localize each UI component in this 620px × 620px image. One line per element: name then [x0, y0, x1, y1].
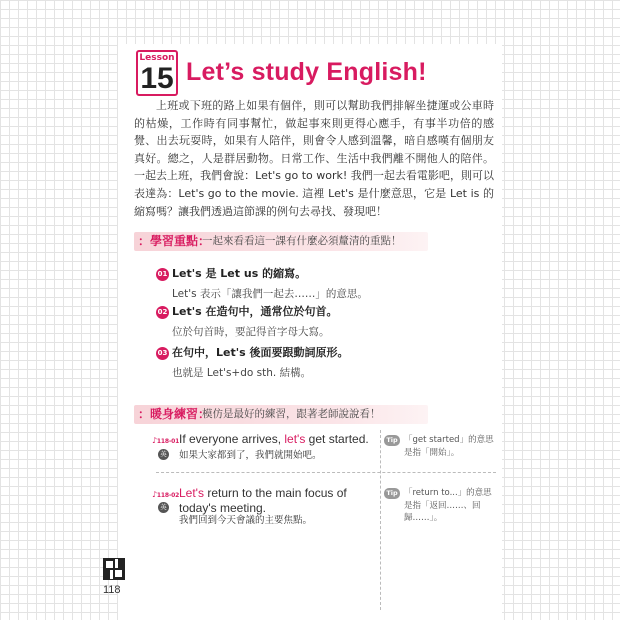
- warmup-section-label: ：暖身練習：: [138, 407, 211, 421]
- tip-badge: Tip: [384, 488, 400, 499]
- point-number-badge: 01: [156, 268, 169, 281]
- chinese-translation: 我們回到今天會議的主要焦點。: [179, 515, 313, 526]
- qr-code-icon[interactable]: [103, 558, 125, 580]
- point-title: 在句中，Let's 後面要跟動詞原形。: [172, 346, 349, 359]
- sentence-highlight: Let's: [179, 486, 204, 500]
- point-description: Let's 表示「讓我們一起去……」的意思。: [172, 288, 368, 300]
- learning-point: [156, 341, 348, 380]
- page-number: 118: [103, 584, 121, 596]
- focus-section-header: [134, 232, 428, 251]
- intro-paragraph: 上班或下班的路上如果有個伴，則可以幫助我們排解坐捷運或公車時的枯燥，工作時有同事幫忙，做起事來則更得心應手，有事半功倍的感覺、出去玩耍時，如果有人陪伴，則會令人感到溫馨，暗自感嘆有個朋友真好。總之，人是群居動物。日常工作、生活中我們離不開他人的陪伴。一起去上班，我們會說：Let's go to work! 我們一起去看電影吧，則可以表達為：Let's go to the movie. 這裡 Let's 是什麼意思，它是 Let is 的縮寫嗎？讓我們透過這節課的例句去尋找、發現吧！: [134, 99, 494, 218]
- sentence-highlight: let's: [284, 432, 306, 446]
- warmup-section-header: [134, 405, 428, 424]
- point-title: Let's 在造句中，通常位於句首。: [172, 305, 338, 318]
- warmup-section-description: 模仿是最好的練習，跟著老師說說看！: [202, 408, 381, 420]
- tip-badge: Tip: [384, 435, 400, 446]
- track-number: 118-01: [156, 438, 180, 445]
- english-badge: 英: [158, 449, 169, 460]
- point-number-badge: 03: [156, 347, 169, 360]
- example-divider: [156, 472, 496, 473]
- english-sentence: [179, 432, 379, 447]
- focus-section-label: ：學習重點：: [138, 234, 211, 248]
- tip-text: 「get started」的意思是指「開始」。: [404, 435, 494, 458]
- point-description: 位於句首時，要記得首字母大寫。: [172, 326, 330, 338]
- point-description: 也就是 Let's+do sth. 結構。: [172, 367, 312, 379]
- sentence-text: If everyone arrives,: [179, 432, 285, 446]
- audio-track-label[interactable]: [152, 436, 179, 445]
- music-note-icon: ♪: [152, 436, 157, 445]
- lesson-title: Let’s study English!: [186, 58, 427, 86]
- lesson-number: 15: [140, 62, 174, 95]
- learning-point: [156, 262, 368, 301]
- english-badge: 英: [158, 502, 169, 513]
- sentence-text: get started.: [305, 432, 369, 446]
- chinese-translation: 如果大家都到了，我們就開始吧。: [179, 450, 322, 461]
- focus-section-description: 一起來看看這一課有什麼必須釐清的重點！: [202, 235, 402, 247]
- column-divider: [380, 430, 381, 610]
- point-number-badge: 02: [156, 306, 169, 319]
- track-number: 118-02: [156, 492, 180, 499]
- learning-point: [156, 300, 337, 339]
- lesson-badge: [136, 50, 178, 96]
- tip-text: 「return to...」的意思是指「返回……、回歸……」。: [404, 488, 492, 523]
- audio-track-label[interactable]: [152, 490, 179, 499]
- point-title: Let's 是 Let us 的縮寫。: [172, 267, 307, 280]
- english-sentence: [179, 486, 379, 516]
- music-note-icon: ♪: [152, 490, 157, 499]
- sentence-text: return to the main focus of today's meeting.: [179, 486, 347, 515]
- lesson-label: Lesson: [139, 53, 175, 63]
